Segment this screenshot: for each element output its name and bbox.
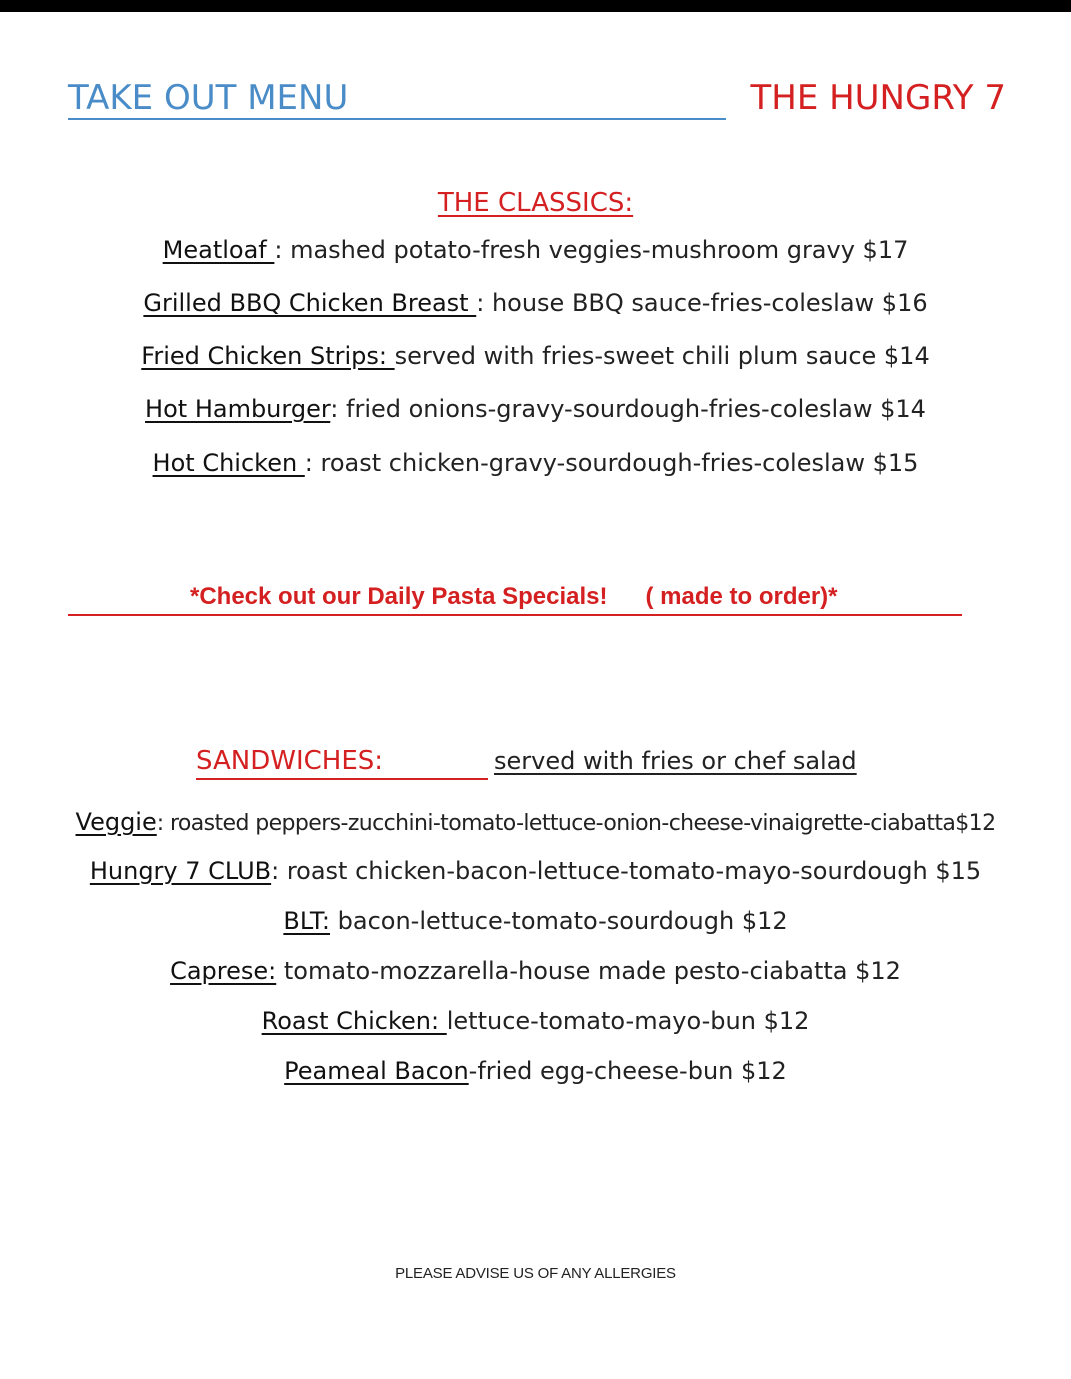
menu-item-name: Veggie [75, 808, 157, 836]
menu-item-name: Meatloaf [162, 236, 275, 264]
menu-item-veggie [0, 806, 1071, 840]
menu-item-peameal-bacon [0, 1055, 1071, 1087]
pasta-specials-note: ( made to order)* [645, 583, 838, 610]
menu-item-name: Hungry 7 CLUB [89, 857, 272, 885]
menu-item-name: Hot Chicken [152, 449, 305, 477]
sandwiches-section-title: SANDWICHES: [196, 744, 488, 780]
menu-item-description: tomato-mozzarella-house made pesto-ciabatta $12 [276, 957, 901, 985]
menu-item-description: : mashed potato-fresh veggies-mushroom gravy $17 [274, 236, 909, 264]
sandwiches-header [196, 744, 886, 780]
menu-item-description: : roast chicken-bacon-lettuce-tomato-mayo-sourdough $15 [271, 857, 982, 885]
menu-item-description: lettuce-tomato-mayo-bun $12 [446, 1007, 810, 1035]
menu-item-name: BLT: [283, 907, 330, 935]
menu-header [68, 78, 1006, 122]
classics-title-text: THE CLASSICS: [437, 188, 634, 218]
menu-item-name: Roast Chicken: [261, 1007, 447, 1035]
top-black-bar [0, 0, 1071, 12]
menu-item-description: served with fries-sweet chili plum sauce $14 [394, 342, 930, 370]
pasta-specials-headline: *Check out our Daily Pasta Specials! [190, 583, 608, 610]
menu-item-description: : fried onions-gravy-sourdough-fries-coleslaw $14 [330, 395, 926, 423]
take-out-menu-title: TAKE OUT MENU [68, 78, 726, 120]
menu-item-bbq-chicken [0, 287, 1071, 319]
menu-item-hungry7-club [0, 855, 1071, 887]
menu-item-blt [0, 905, 1071, 937]
menu-item-description: : house BBQ sauce-fries-coleslaw $16 [476, 289, 928, 317]
menu-item-hot-hamburger [0, 393, 1071, 425]
menu-item-description: -fried egg-cheese-bun $12 [468, 1057, 787, 1085]
pasta-specials-text [190, 580, 962, 614]
menu-item-description: : roast chicken-gravy-sourdough-fries-coleslaw $15 [304, 449, 919, 477]
menu-item-description: : roasted peppers-zucchini-tomato-lettuce-onion-cheese-vinaigrette-ciabatta$12 [156, 811, 996, 836]
menu-item-name: Peameal Bacon [284, 1057, 469, 1085]
menu-item-name: Caprese: [170, 957, 277, 985]
menu-item-description: bacon-lettuce-tomato-sourdough $12 [330, 907, 788, 935]
menu-item-name: Hot Hamburger [145, 395, 331, 423]
menu-item-name: Grilled BBQ Chicken Breast [143, 289, 477, 317]
menu-item-hot-chicken [0, 447, 1071, 479]
menu-item-name: Fried Chicken Strips: [141, 342, 395, 370]
menu-item-chicken-strips [0, 340, 1071, 372]
allergy-notice: PLEASE ADVISE US OF ANY ALLERGIES [395, 1265, 676, 1282]
menu-item-meatloaf [0, 234, 1071, 266]
pasta-specials-banner [68, 580, 962, 616]
menu-item-roast-chicken [0, 1005, 1071, 1037]
classics-section-title [0, 186, 1071, 220]
restaurant-name: THE HUNGRY 7 [750, 78, 1006, 118]
menu-item-caprese [0, 955, 1071, 987]
sandwiches-subtitle: served with fries or chef salad [494, 747, 857, 775]
